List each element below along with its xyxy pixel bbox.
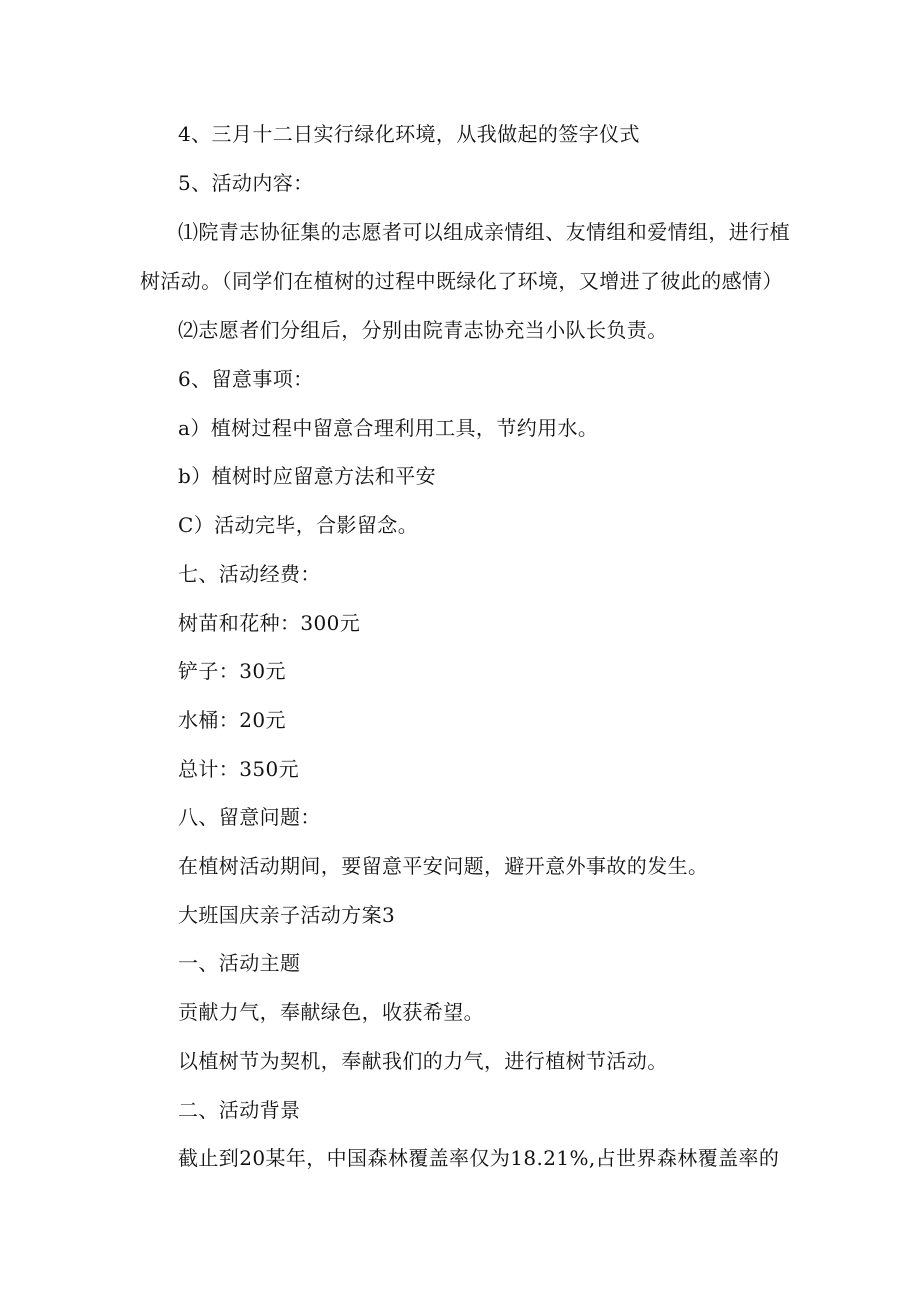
note-b: b）植树时应留意方法和平安 bbox=[178, 464, 437, 488]
content-point-1-line-2: 树活动。（同学们在植树的过程中既绿化了环境，又增进了彼此的感情） bbox=[140, 269, 783, 293]
note-a: a）植树过程中留意合理利用工具，节约用水。 bbox=[178, 416, 599, 440]
content-point-2: ⑵志愿者们分组后，分别由院青志协充当小队长负责。 bbox=[178, 318, 668, 342]
budget-saplings-seeds: 树苗和花种：300元 bbox=[178, 611, 361, 635]
plan-3-title: 大班国庆亲子活动方案3 bbox=[178, 903, 396, 927]
budget-buckets: 水桶：20元 bbox=[178, 708, 286, 732]
theme-description: 以植树节为契机，奉献我们的力气，进行植树节活动。 bbox=[178, 1049, 668, 1073]
item-4-signing-ceremony: 4、三月十二日实行绿化环境，从我做起的签字仪式 bbox=[178, 122, 640, 146]
section-7-budget-heading: 七、活动经费： bbox=[178, 562, 321, 586]
section-1-theme-heading: 一、活动主题 bbox=[178, 951, 301, 975]
item-5-activity-content-heading: 5、活动内容： bbox=[178, 171, 314, 195]
theme-slogan: 贡献力气，奉献绿色，收获希望。 bbox=[178, 1000, 484, 1024]
background-paragraph-line-1: 截止到20某年，中国森林覆盖率仅为18.21%,占世界森林覆盖率的 bbox=[178, 1146, 780, 1170]
content-point-1-line-1: ⑴院青志协征集的志愿者可以组成亲情组、友情组和爱情组，进行植 bbox=[178, 220, 790, 244]
section-2-background-heading: 二、活动背景 bbox=[178, 1098, 301, 1122]
item-6-notes-heading: 6、留意事项： bbox=[178, 367, 314, 391]
section-8-issues-heading: 八、留意问题： bbox=[178, 805, 321, 829]
note-c: C）活动完毕，合影留念。 bbox=[178, 513, 419, 537]
budget-total: 总计：350元 bbox=[178, 757, 299, 781]
budget-shovels: 铲子：30元 bbox=[178, 659, 286, 683]
safety-note: 在植树活动期间，要留意平安问题，避开意外事故的发生。 bbox=[178, 854, 709, 878]
